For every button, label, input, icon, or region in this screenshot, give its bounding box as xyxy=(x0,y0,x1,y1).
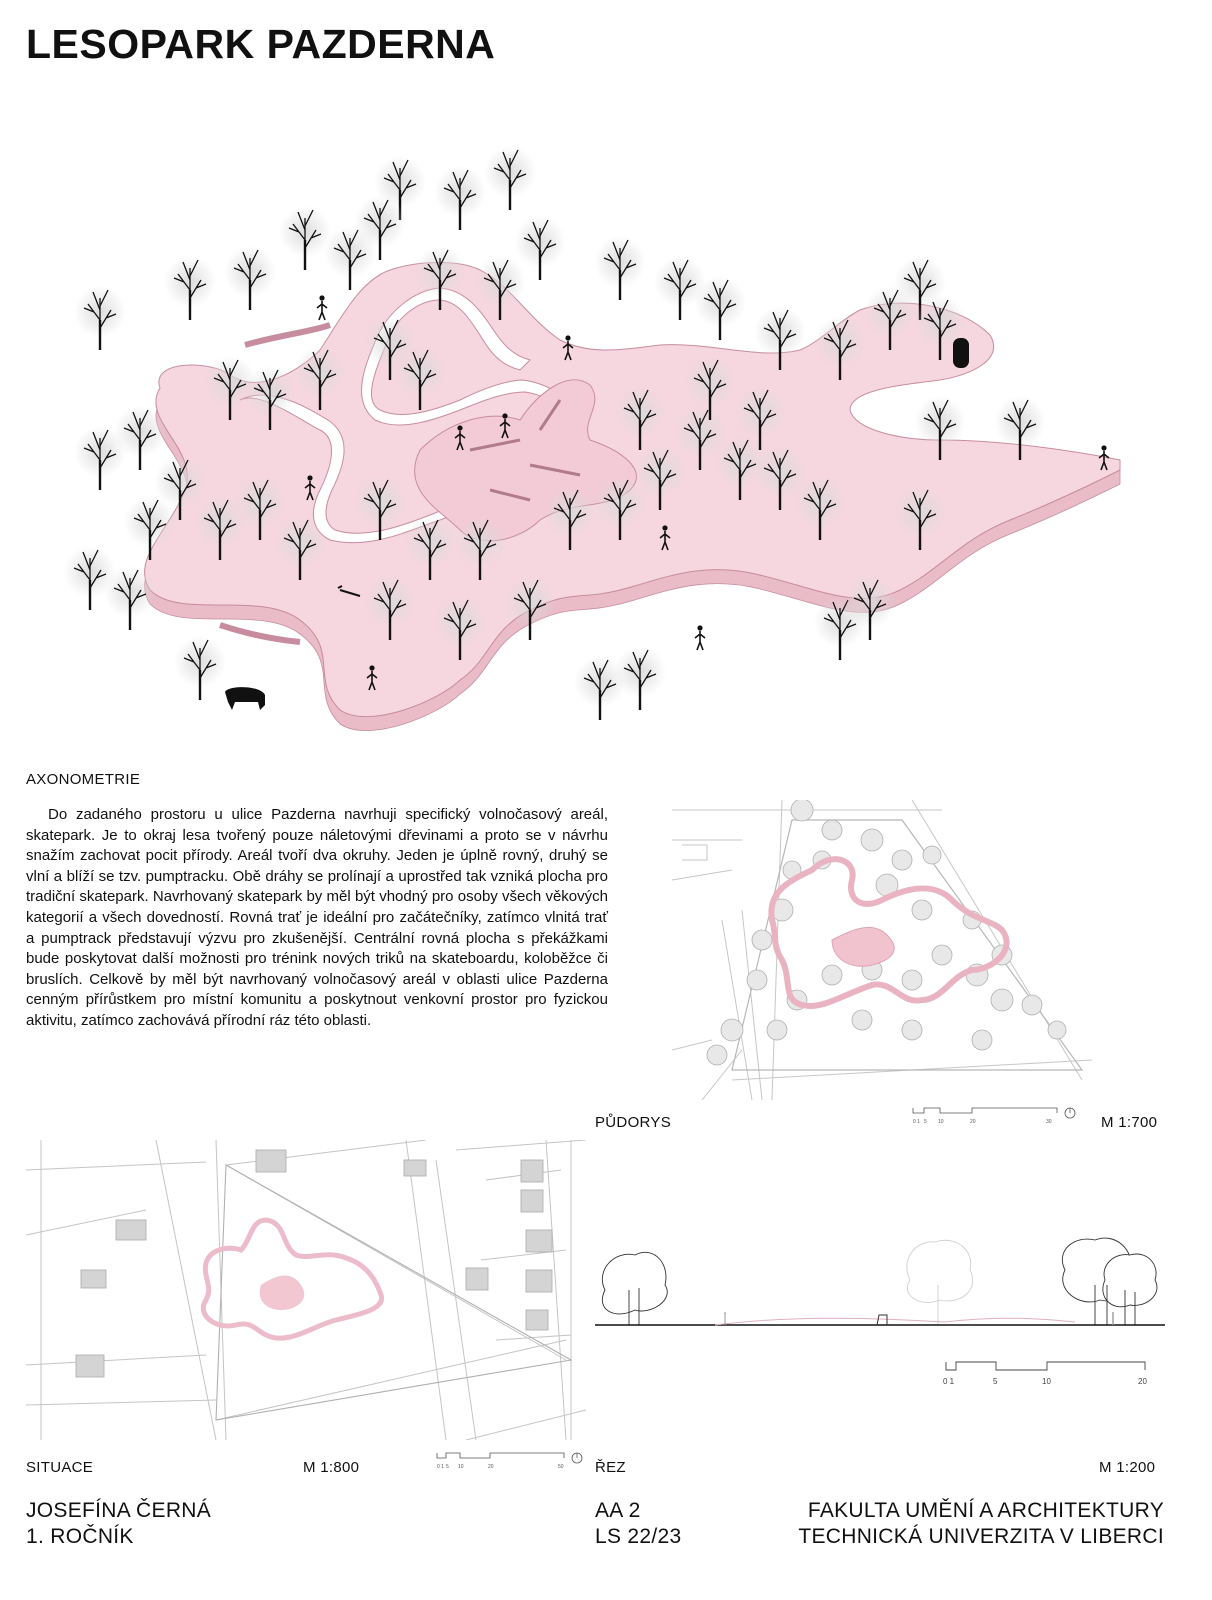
project-description: Do zadaného prostoru u ulice Pazderna navrhuji specifický volnočasový areál, skatepark. Je to okraj lesa tvořený pouze náletovými dřevinami a proto se v návrhu snažím zachovat pocit přírody. Areál tvoří dva okruhy. Jeden je úplně rovný, druhý se vlní a blíží se tzv. pumptracku. Obě dráhy se prolínají a uprostřed tak vzniká plocha pro tradiční skatepark. Navrhovaný skatepark by měl být vhodný pro osoby všech věkových kategorií a všech dovedností. Rovná trať je ideální pro začátečníky, zatímco vlnitá trať a pumptrack představují výzvu pro zkušenější. Centrální rovná plocha s překážkami bude poskytovat další možnosti pro trénink nových triků na skateboardu, koloběžce či bruslích. Celkově by měl být navrhovaný volnočasový areál v oblasti ulice Pazderna cenným přírůstkem pro místní komunitu a poskytnout venkovní prostor pro fyzickou aktivitu, zatímco zachovává přírodní ráz této oblasti. xyxy=(26,806,608,1029)
studio-block xyxy=(595,1498,681,1550)
svg-text:20: 20 xyxy=(488,1464,494,1470)
svg-text:10: 10 xyxy=(458,1464,464,1470)
plan-scale: M 1:700 xyxy=(1101,1114,1158,1131)
plan-scale-bar xyxy=(912,1105,1082,1127)
section-label: ŘEZ xyxy=(595,1459,626,1476)
author-block xyxy=(26,1498,211,1550)
kiosk-icon xyxy=(953,338,969,368)
svg-text:50: 50 xyxy=(558,1464,564,1470)
section-scale-bar xyxy=(940,1358,1155,1388)
svg-text:30: 30 xyxy=(1046,1119,1052,1125)
svg-text:10: 10 xyxy=(1042,1377,1051,1386)
svg-text:10: 10 xyxy=(938,1119,944,1125)
tree-cluster xyxy=(1062,1238,1157,1325)
axonometry-drawing xyxy=(60,120,1160,760)
ramp-profile xyxy=(877,1315,887,1325)
svg-text:0 1: 0 1 xyxy=(913,1119,920,1125)
buildings xyxy=(76,1150,552,1377)
plan-plaza xyxy=(832,927,894,966)
plan-drawing xyxy=(672,800,1172,1100)
bench-ramp xyxy=(245,325,330,345)
svg-text:5: 5 xyxy=(446,1464,449,1470)
person-icon xyxy=(724,1313,726,1325)
plan-trees xyxy=(707,800,1066,1065)
track-profile xyxy=(715,1318,1075,1325)
situation-label: SITUACE xyxy=(26,1459,94,1476)
institution-block xyxy=(798,1498,1164,1550)
svg-text:5: 5 xyxy=(924,1119,927,1125)
section-scale: M 1:200 xyxy=(1099,1459,1156,1476)
animal-icon xyxy=(225,687,265,710)
background-tree xyxy=(907,1240,973,1325)
axonometry-label: AXONOMETRIE xyxy=(26,771,141,788)
svg-text:20: 20 xyxy=(970,1119,976,1125)
situation-scale-bar xyxy=(436,1450,586,1472)
semester: LS 22/23 xyxy=(595,1525,682,1548)
person-icon xyxy=(317,295,327,320)
svg-text:20: 20 xyxy=(1138,1377,1147,1386)
svg-text:5: 5 xyxy=(993,1377,998,1386)
situation-scale: M 1:800 xyxy=(303,1459,360,1476)
plan-label: PŮDORYS xyxy=(595,1114,672,1131)
faculty-name: FAKULTA UMĚNÍ A ARCHITEKTURY xyxy=(807,1499,1164,1522)
svg-text:0 1: 0 1 xyxy=(943,1377,955,1386)
studio-name: AA 2 xyxy=(595,1499,641,1522)
university-name: TECHNICKÁ UNIVERZITA V LIBERCI xyxy=(798,1525,1164,1548)
author-name: JOSEFÍNA ČERNÁ xyxy=(26,1499,212,1522)
author-year: 1. ROČNÍK xyxy=(26,1525,134,1548)
tree-icon xyxy=(602,1252,667,1325)
situation-drawing xyxy=(26,1140,586,1440)
svg-text:0 1: 0 1 xyxy=(437,1464,444,1470)
section-drawing xyxy=(595,1230,1170,1340)
page-title: LESOPARK PAZDERNA xyxy=(26,21,496,67)
situation-plaza xyxy=(260,1276,305,1310)
